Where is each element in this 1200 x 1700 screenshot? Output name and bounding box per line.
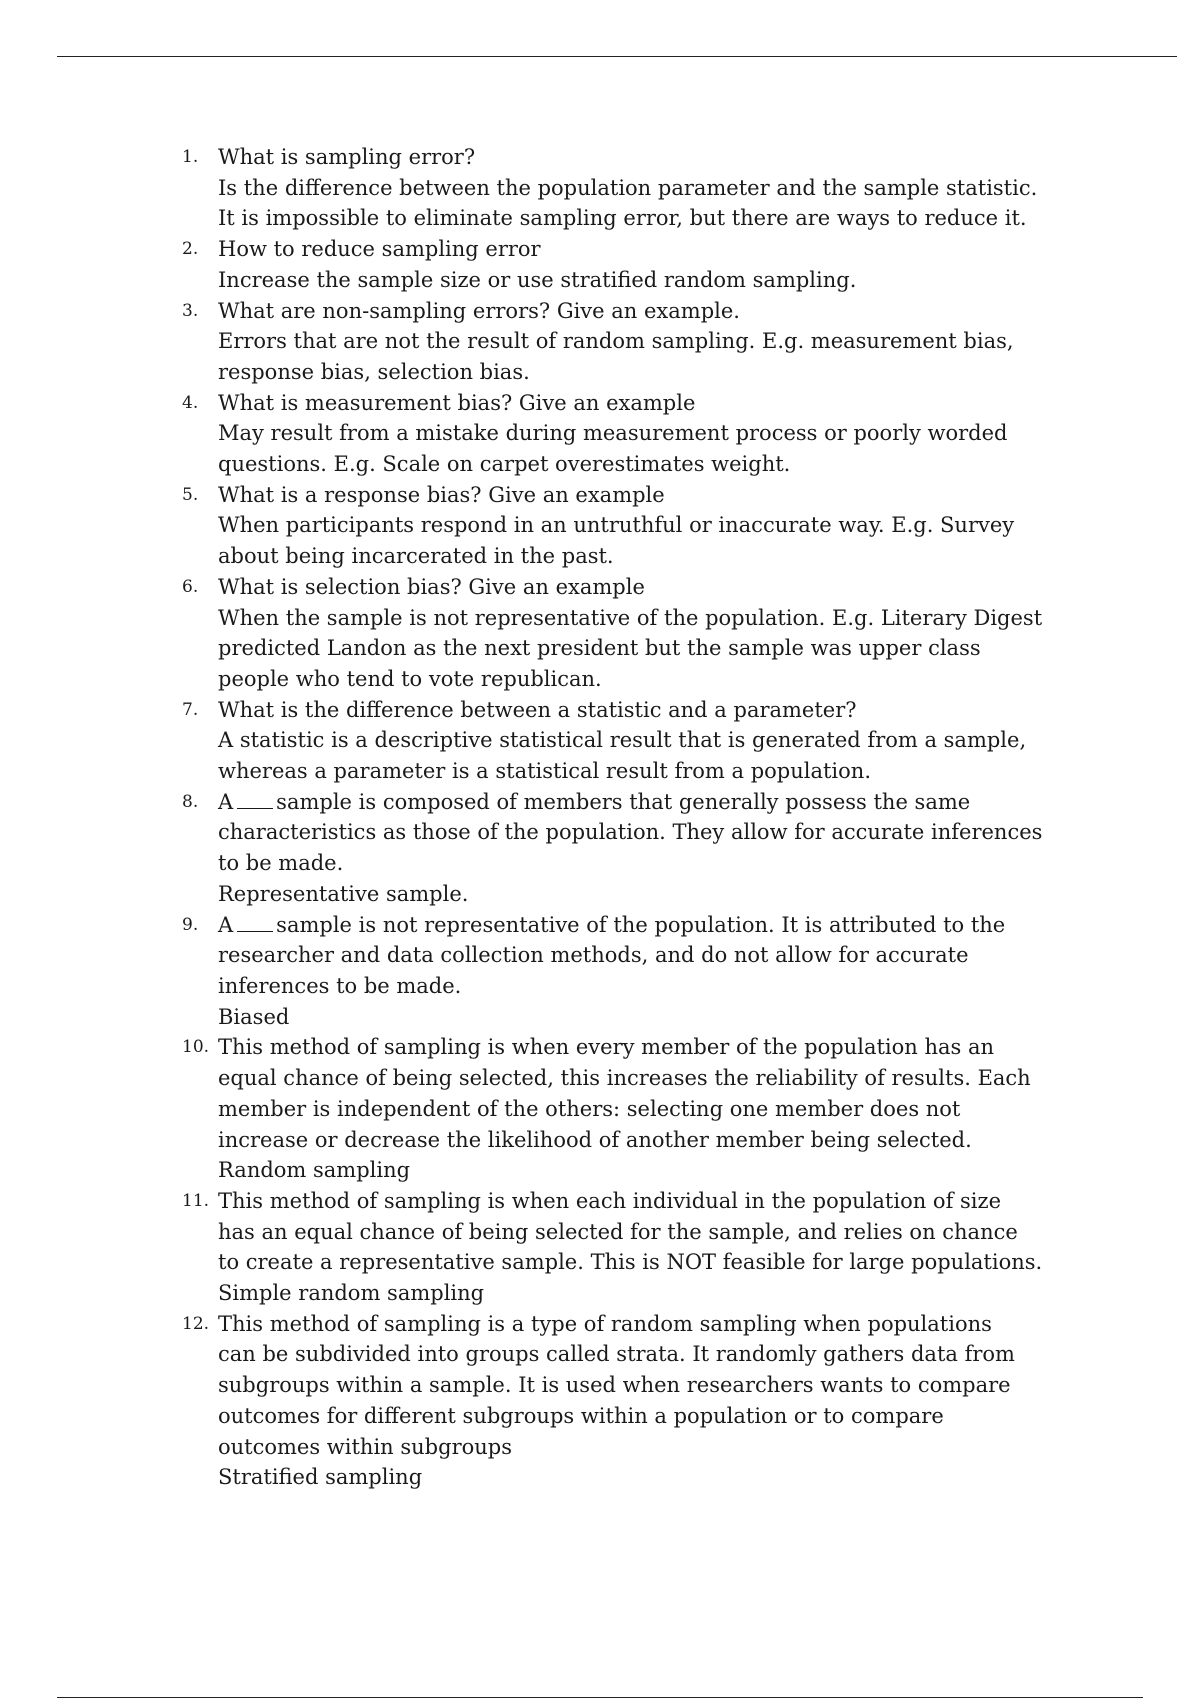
question-text — [218, 787, 1102, 879]
list-item — [182, 1309, 1102, 1493]
question-text: How to reduce sampling error — [218, 237, 541, 262]
list-item — [182, 695, 1102, 787]
question-text: This method of sampling is a type of random sampling when populations can be subdivided into groups called strata. It randomly gathers data from subgroups within a sample. It is used when researchers wants to compare outcomes for different subgroups within a population or to compare outcomes within subgroups — [218, 1311, 1015, 1459]
question-text: What is a response bias? Give an example — [218, 482, 665, 507]
item-number: 12. — [182, 1313, 210, 1334]
item-number: 2. — [182, 239, 199, 260]
list-item — [182, 234, 1102, 295]
list-item — [182, 910, 1102, 1033]
question-text: What are non-sampling errors? Give an example. — [218, 298, 740, 323]
fill-in-blank — [237, 790, 273, 809]
answer-text: Biased — [218, 1004, 290, 1029]
item-number: 3. — [182, 300, 199, 321]
question-list — [182, 142, 1102, 1493]
answer-text: A statistic is a descriptive statistical result that is generated from a sample, whereas a parameter is a statistical result from a population. — [218, 728, 1027, 784]
question-text: What is sampling error? — [218, 145, 476, 169]
list-item — [182, 480, 1102, 572]
answer-text: Increase the sample size or use stratified random sampling. — [218, 267, 857, 292]
question-text: This method of sampling is when each individual in the population of size has an equal chance of being selected for the sample, and relies on chance to create a representative sample. This is NOT feasible for large populations. — [218, 1188, 1043, 1275]
list-item — [182, 1186, 1102, 1309]
answer-text: Representative sample. — [218, 881, 469, 906]
header-rule — [57, 56, 1177, 57]
list-item — [182, 572, 1102, 695]
question-suffix: sample is not representative of the population. It is attributed to the researcher and data collection methods, and do not allow for accurate inferences to be made. — [218, 912, 1006, 998]
item-number: 9. — [182, 914, 199, 935]
item-number: 1. — [182, 147, 199, 167]
answer-text: Errors that are not the result of random sampling. E.g. measurement bias, response bias, selection bias. — [218, 329, 1014, 384]
list-item — [182, 1032, 1102, 1186]
item-number: 6. — [182, 576, 199, 597]
item-number: 8. — [182, 791, 199, 812]
answer-text: When the sample is not representative of the population. E.g. Literary Digest predicted Landon as the next president but the sample was upper class people who tend to vote republican. — [218, 605, 1043, 691]
question-text: This method of sampling is when every member of the population has an equal chance of being selected, this increases the reliability of results. Each member is independent of the others: selecting one member does not increase or decrease the likelihood of another member being selected. — [218, 1035, 1031, 1152]
item-number: 5. — [182, 484, 199, 505]
question-text: What is the difference between a statistic and a parameter? — [218, 697, 857, 722]
answer-text: Stratified sampling — [218, 1465, 423, 1490]
answer-text: May result from a mistake during measurement process or poorly worded questions. E.g. Scale on carpet overestimates weight. — [218, 421, 1008, 477]
question-text: What is measurement bias? Give an example — [218, 390, 696, 415]
question-text — [218, 910, 1102, 1002]
item-number: 4. — [182, 392, 199, 413]
list-item — [182, 388, 1102, 480]
list-item — [182, 787, 1102, 910]
list-item — [182, 296, 1102, 388]
answer-text: Simple random sampling — [218, 1281, 485, 1306]
item-number: 10. — [182, 1037, 210, 1058]
fill-in-blank — [237, 913, 273, 932]
answer-text: Random sampling — [218, 1158, 411, 1183]
question-prefix: A — [218, 789, 234, 814]
item-number: 7. — [182, 699, 199, 720]
answer-text: Is the difference between the population parameter and the sample statistic. It is impossible to eliminate sampling error, but there are ways to reduce it. — [218, 175, 1038, 231]
list-item — [182, 142, 1102, 234]
question-prefix: A — [218, 912, 234, 937]
question-text: What is selection bias? Give an example — [218, 574, 645, 599]
answer-text: When participants respond in an untruthful or inaccurate way. E.g. Survey about being incarcerated in the past. — [218, 513, 1015, 569]
footer-rule — [57, 1697, 1143, 1698]
question-suffix: sample is composed of members that generally possess the same characteristics as those of the population. They allow for accurate inferences to be made. — [218, 789, 1043, 876]
item-number: 11. — [182, 1190, 210, 1211]
